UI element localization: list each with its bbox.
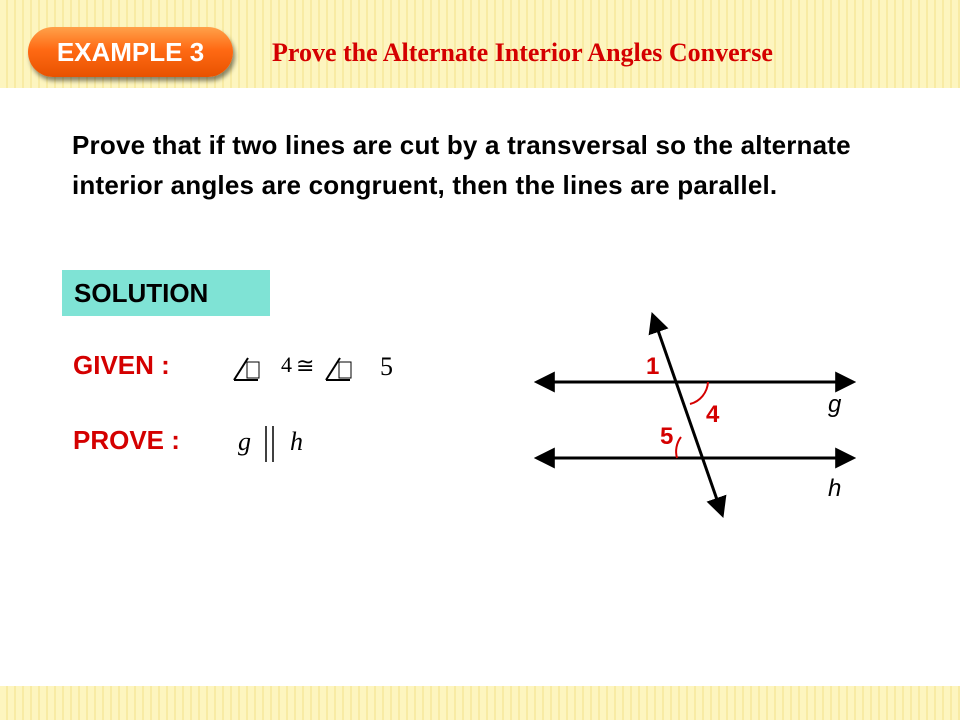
congruent-symbol: ≅ xyxy=(296,353,315,378)
angle-symbol-icon xyxy=(322,352,356,384)
given-label: GIVEN : xyxy=(73,350,170,380)
prove-line-h: h xyxy=(290,427,303,456)
given-angle-5: 5 xyxy=(380,352,393,381)
angle-label-4: 4 xyxy=(706,401,720,428)
example-label: EXAMPLE 3 xyxy=(56,36,205,67)
page-title: Prove the Alternate Interior Angles Converse xyxy=(272,38,773,67)
angle-symbol-icon xyxy=(230,352,264,384)
footer-band xyxy=(0,686,960,720)
given-digit: 4 xyxy=(281,352,292,377)
example-badge xyxy=(28,27,233,77)
prove-line-g: g xyxy=(238,427,251,456)
parallel-symbol-icon xyxy=(262,424,278,464)
parallel-lines-diagram xyxy=(510,300,870,530)
problem-statement: Prove that if two lines are cut by a transversal so the alternate interior angles are congruent, then the lines are parallel. xyxy=(72,130,851,200)
line-label-h: h xyxy=(828,475,842,502)
prove-label: PROVE : xyxy=(73,425,180,455)
solution-box xyxy=(62,270,270,316)
angle-label-1: 1 xyxy=(646,353,660,380)
angle-label-5: 5 xyxy=(660,423,674,450)
solution-label: SOLUTION xyxy=(74,278,209,308)
line-label-g: g xyxy=(828,391,842,418)
angle-5-arc xyxy=(676,437,681,458)
